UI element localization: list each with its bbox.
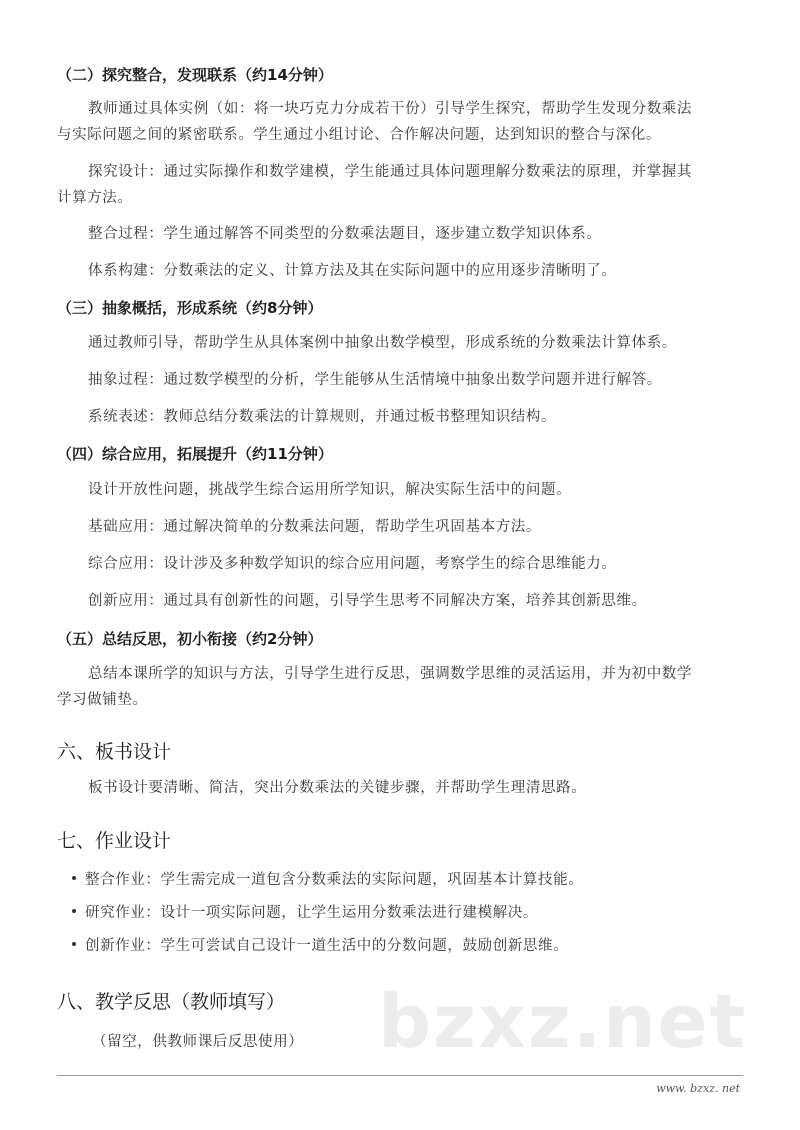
paragraph-text: 与实际问题之间的紧密联系。学生通过小组讨论、合作解决问题，达到知识的整合与深化。 (57, 127, 661, 143)
paragraph-text: 抽象过程：通过数学模型的分析，学生能够从生活情境中抽象出数学问题并进行解答。 (88, 372, 662, 388)
homework-item-text: 创新作业：学生可尝试自己设计一道生活中的分数问题，鼓励创新思维。 (85, 938, 569, 954)
paragraph-text: 教师通过具体实例（如：将一块巧克力分成若干份）引导学生探究，帮助学生发现分数乘法 (88, 101, 692, 117)
section-heading-reflection: 八、教学反思（教师填写） (57, 991, 286, 1013)
paragraph-text: 通过教师引导，帮助学生从具体案例中抽象出数学模型，形成系统的分数乘法计算体系。 (88, 335, 677, 351)
homework-item (72, 934, 568, 955)
paragraph-text: 学习做铺垫。 (57, 692, 148, 708)
paragraph-text: 系统表述：教师总结分数乘法的计算规则，并通过板书整理知识结构。 (88, 409, 557, 425)
paragraph-text: 创新应用：通过具有创新性的问题，引导学生思考不同解决方案，培养其创新思维。 (88, 593, 647, 609)
footer-url: www. bzxz. net (656, 1082, 740, 1095)
paragraph-text: 总结本课所学的知识与方法，引导学生进行反思，强调数学思维的灵活运用，并为初中数学 (88, 666, 692, 682)
section-heading-blackboard: 六、板书设计 (57, 741, 172, 763)
paragraph-text: 体系构建：分数乘法的定义、计算方法及其在实际问题中的应用逐步清晰明了。 (88, 263, 617, 279)
paragraph-text: 板书设计要清晰、简洁，突出分数乘法的关键步骤，并帮助学生理清思路。 (88, 780, 587, 796)
homework-item-text: 整合作业：学生需完成一道包含分数乘法的实际问题，巩固基本计算技能。 (85, 872, 584, 888)
paragraph-text: 综合应用：设计涉及多种数学知识的综合应用问题，考察学生的综合思维能力。 (88, 556, 617, 572)
paragraph-text: 计算方法。 (57, 190, 133, 206)
watermark: bzxz.net (378, 979, 748, 1065)
section-heading-homework: 七、作业设计 (57, 830, 172, 852)
paragraph-text: 探究设计：通过实际操作和数学建模，学生能通过具体问题理解分数乘法的原理，并掌握其 (88, 164, 692, 180)
section-heading-abstract: （三）抽象概括，形成系统（约8分钟） (57, 299, 323, 317)
footer-divider (57, 1075, 743, 1076)
homework-item (72, 901, 538, 922)
homework-item (72, 868, 583, 889)
bullet-icon (72, 942, 76, 946)
section-heading-summary: （五）总结反思，初小衔接（约2分钟） (57, 630, 323, 648)
section-heading-explore: （二）探究整合，发现联系（约14分钟） (57, 66, 333, 84)
reflection-note: （留空，供教师课后反思使用） (92, 1034, 304, 1050)
section-heading-apply: （四）综合应用，拓展提升（约11分钟） (57, 445, 333, 463)
paragraph-text: 整合过程：学生通过解答不同类型的分数乘法题目，逐步建立数学知识体系。 (88, 226, 602, 242)
paragraph-text: 基础应用：通过解决简单的分数乘法问题，帮助学生巩固基本方法。 (88, 519, 541, 535)
paragraph-text: 设计开放性问题，挑战学生综合运用所学知识，解决实际生活中的问题。 (88, 482, 572, 498)
bullet-icon (72, 909, 76, 913)
bullet-icon (72, 876, 76, 880)
homework-item-text: 研究作业：设计一项实际问题，让学生运用分数乘法进行建模解决。 (85, 905, 538, 921)
